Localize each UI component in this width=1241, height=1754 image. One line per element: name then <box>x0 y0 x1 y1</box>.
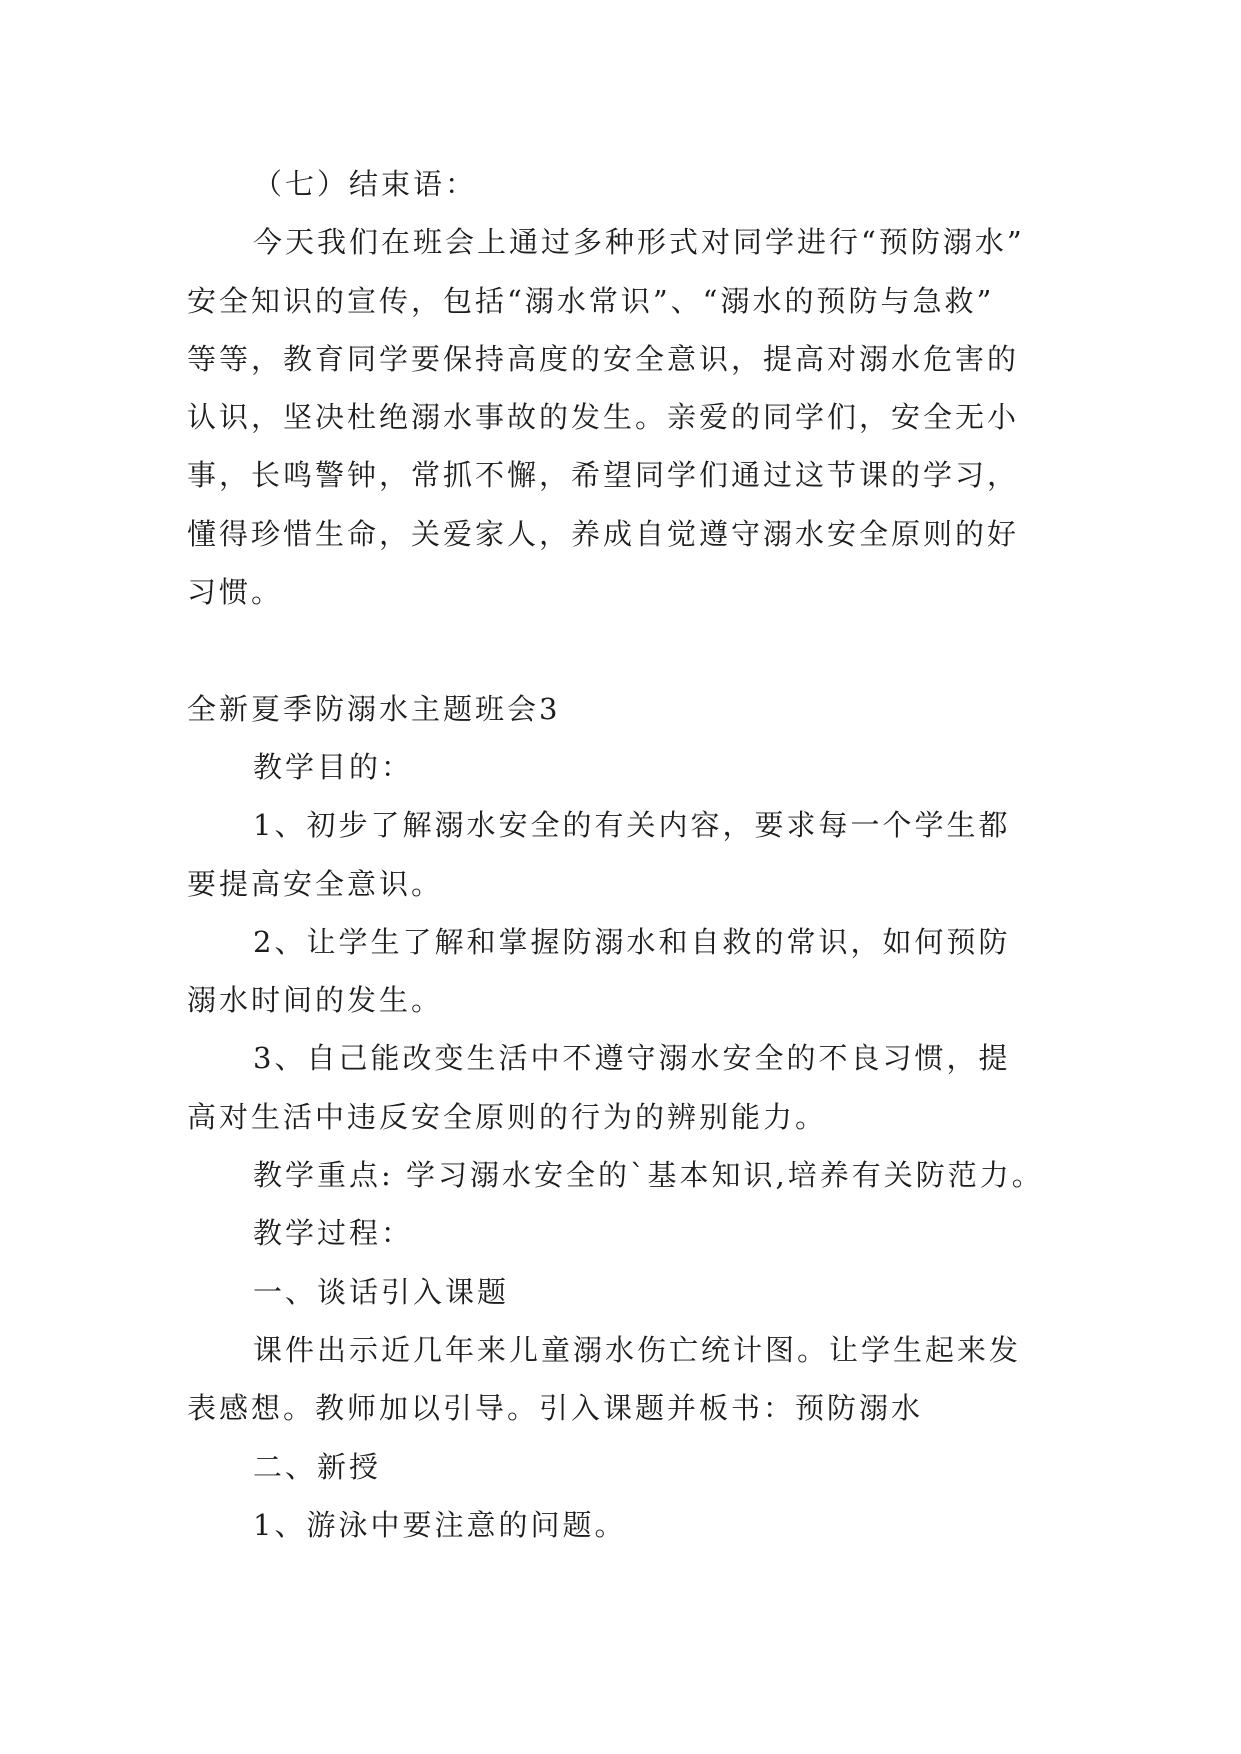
objective-line: 高对生活中违反安全原则的行为的辨别能力。 <box>187 1099 828 1134</box>
closing-line: 等等，教育同学要保持高度的安全意识，提高对溺水危害的 <box>187 341 1020 376</box>
step1-heading: 一、谈话引入课题 <box>253 1274 510 1309</box>
objective-item <box>0 1029 1241 1146</box>
objective-line: 溺水时间的发生。 <box>187 983 444 1018</box>
closing-line: 事，长鸣警钟，常抓不懈，希望同学们通过这节课的学习， <box>187 458 1020 493</box>
step2-heading: 二、新授 <box>253 1449 382 1484</box>
closing-paragraph <box>0 213 1241 621</box>
objective-item <box>0 796 1241 913</box>
closing-line: 懂得珍惜生命，关爱家人，养成自觉遵守溺水安全原则的好 <box>187 516 1020 551</box>
objective-line: 3、自己能改变生活中不遵守溺水安全的不良习惯，提 <box>253 1041 1011 1076</box>
process-heading: 教学过程： <box>253 1216 414 1251</box>
objective-line: 1、初步了解溺水安全的有关内容，要求每一个学生都 <box>253 808 1011 843</box>
closing-line: 今天我们在班会上通过多种形式对同学进行“预防溺水” <box>253 225 1025 260</box>
closing-line: 安全知识的宣传，包括“溺水常识”、“溺水的预防与急救” <box>187 283 995 318</box>
objective-item <box>0 913 1241 1030</box>
closing-heading: （七）结束语： <box>253 167 478 201</box>
lesson-title: 全新夏季防溺水主题班会3 <box>187 691 561 726</box>
objective-line: 2、让学生了解和掌握防溺水和自救的常识，如何预防 <box>253 924 1011 959</box>
objective-line: 要提高安全意识。 <box>187 866 444 901</box>
step1-line: 表感想。教师加以引导。引入课题并板书：预防溺水 <box>187 1391 924 1426</box>
closing-line: 认识，坚决杜绝溺水事故的发生。亲爱的同学们，安全无小 <box>187 400 1020 435</box>
key-points: 教学重点: 学习溺水安全的`基本知识,培养有关防范力。 <box>253 1158 1044 1193</box>
step2-item: 1、游泳中要注意的问题。 <box>253 1507 627 1542</box>
closing-line: 习惯。 <box>187 575 284 610</box>
step1-line: 课件出示近几年来儿童溺水伤亡统计图。让学生起来发 <box>253 1332 1022 1367</box>
step1-paragraph <box>0 1321 1241 1438</box>
blank-line <box>0 621 1241 679</box>
objectives-heading: 教学目的： <box>253 749 414 784</box>
